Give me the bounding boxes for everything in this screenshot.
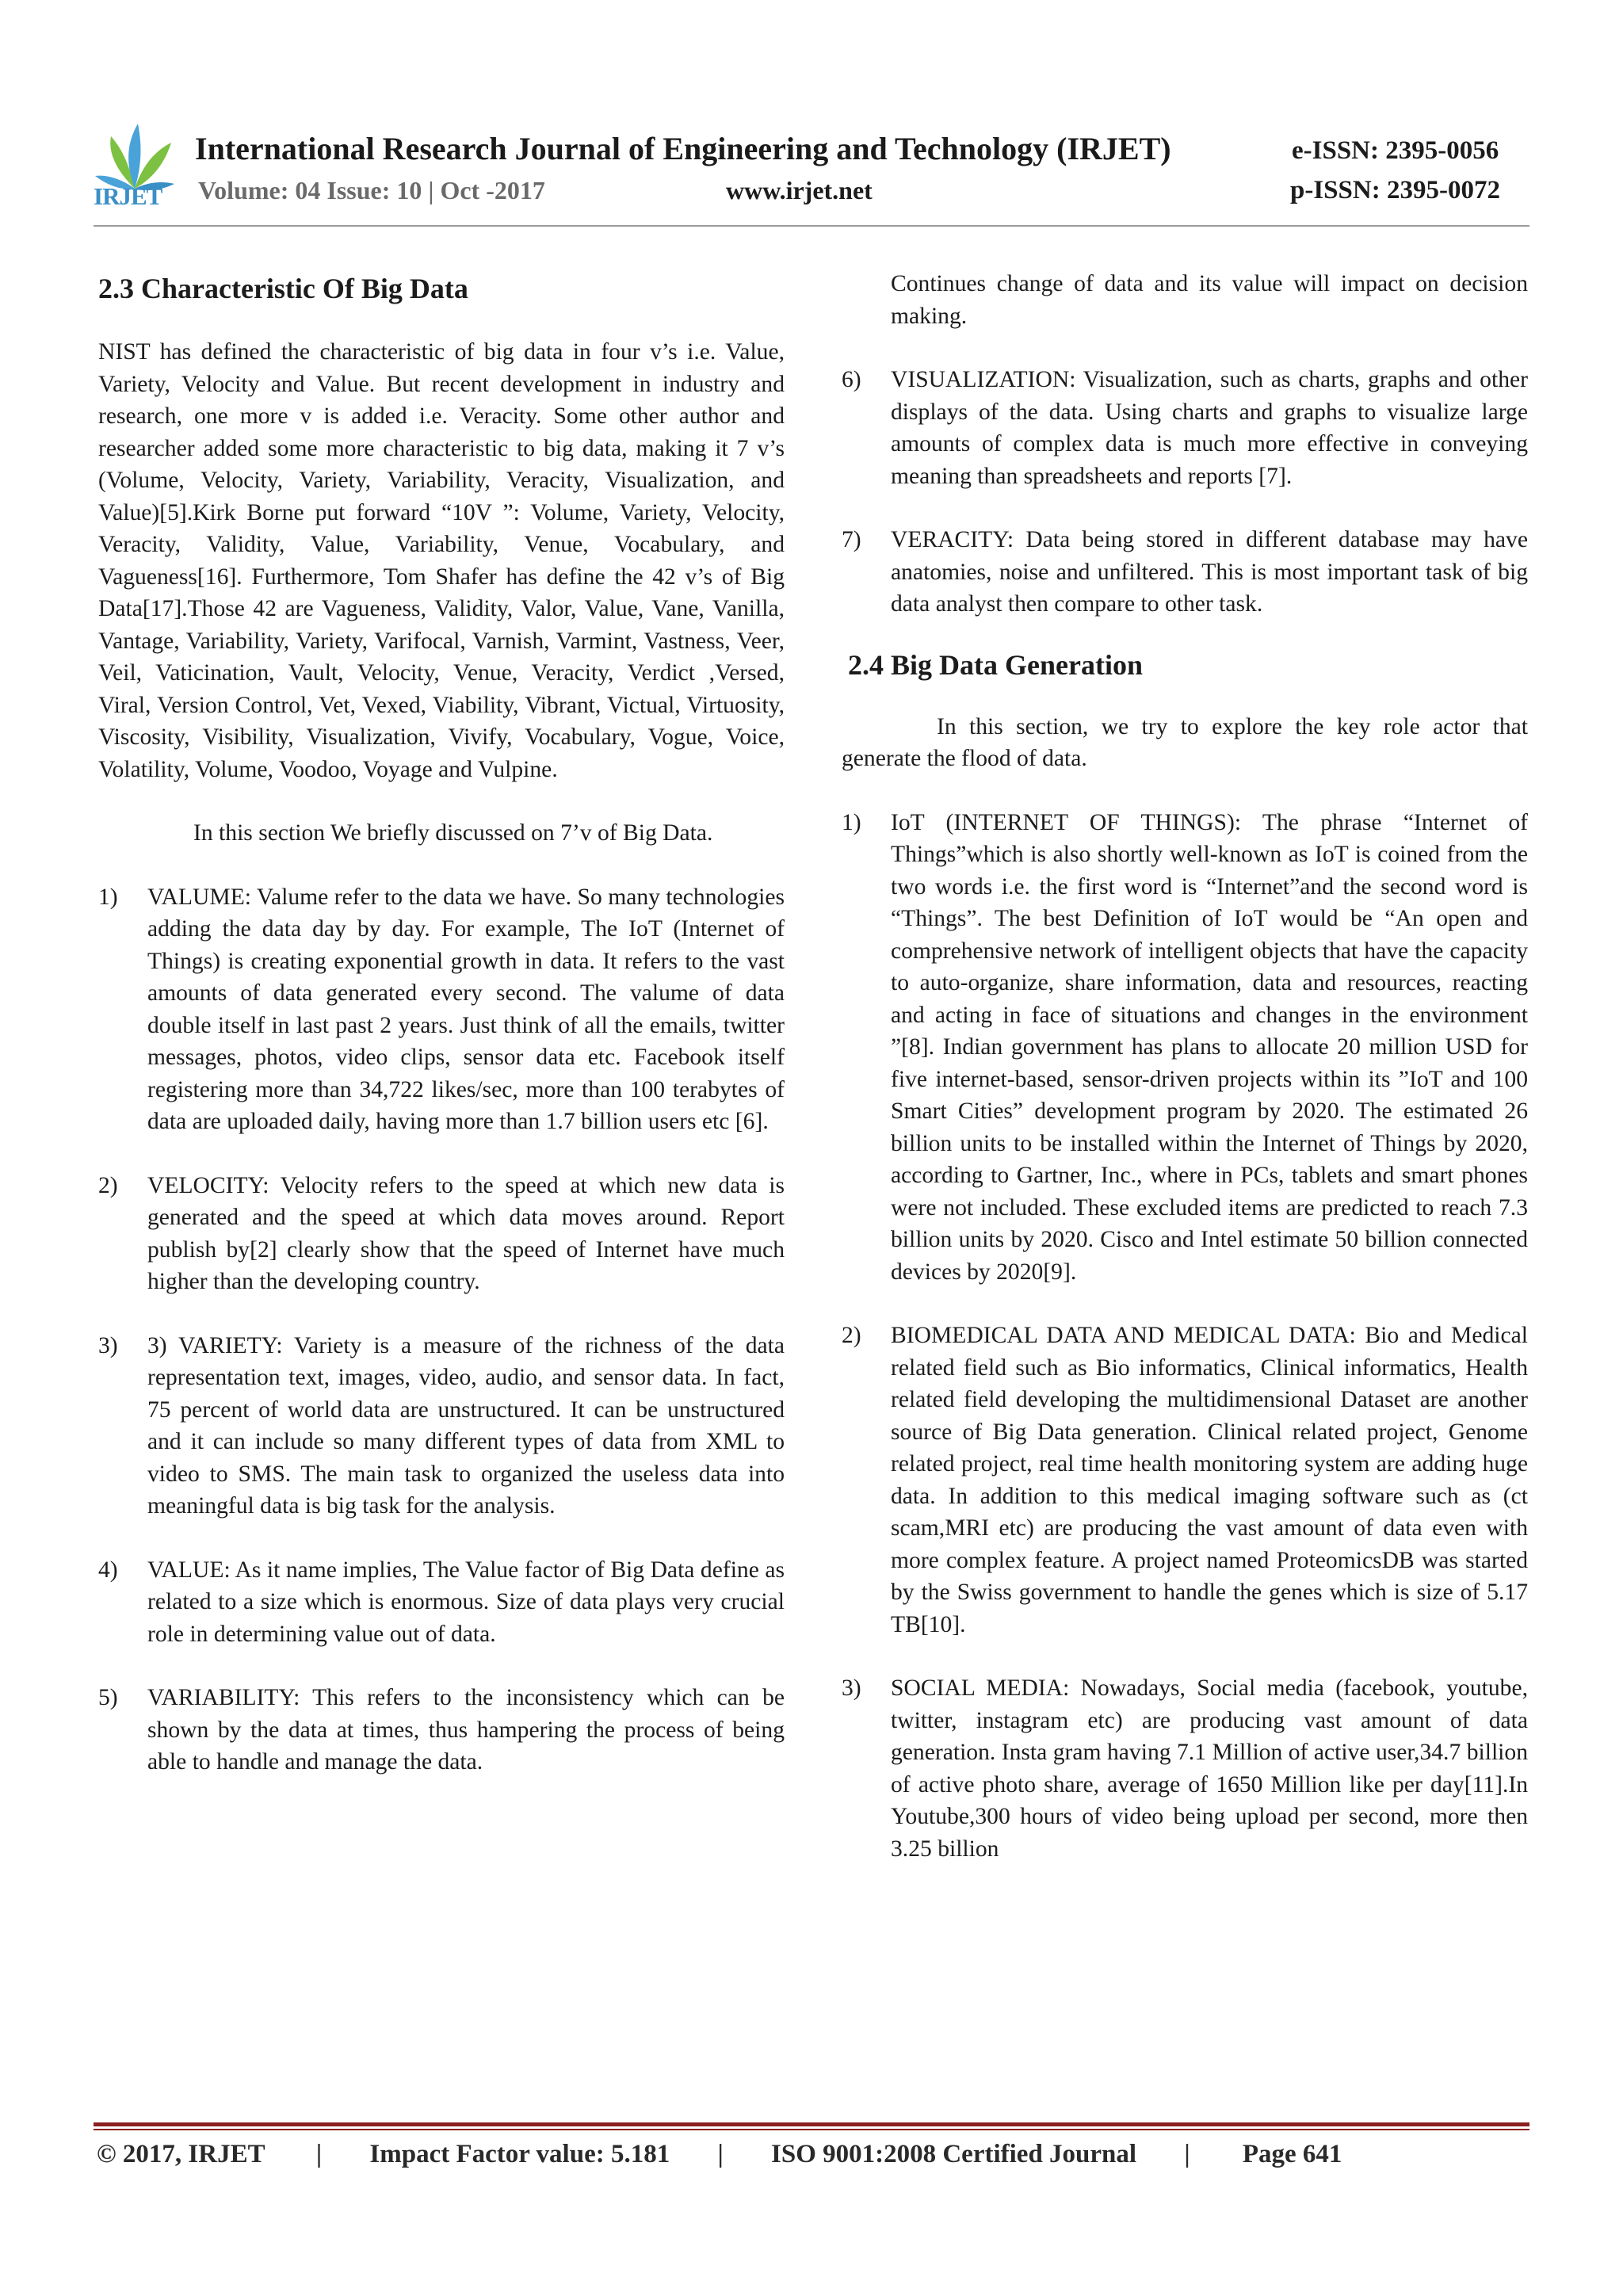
list-item: 1) VALUME: Valume refer to the data we have. So many technologies adding the data day by day. For example, The IoT (Internet of Things) is creating exponential growth in data. It refers to the vast amounts of data generated every second. The valume of data double itself in last past 2 years. Just think of all the emails, twitter messages, photos, video clips, sensor data etc. Facebook itself registering more than 34,722 likes/sec, more than 100 terabytes of data are uploaded daily, having more than 1.7 billion users etc [6]. <box>98 884 785 1134</box>
journal-title: International Research Journal of Engineering and Technology (IRJET) <box>195 131 1171 166</box>
list-item: 6) VISUALIZATION: Visualization, such as charts, graphs and other displays of the data. Using charts and graphs to visualize large amounts of complex data is much more effective in conveying meaning than spreadsheets and reports [7]. <box>842 367 1528 489</box>
list-item-continuation: Continues change of data and its value will impact on decision making. <box>891 271 1528 329</box>
logo-text: IRJET <box>94 182 162 210</box>
list-item: 2) VELOCITY: Velocity refers to the speed at which new data is generated and the speed at which data moves around. Report publish by[2] clearly show that the speed of Internet have much higher than the developing country. <box>98 1172 785 1294</box>
pissn: p-ISSN: 2395-0072 <box>1290 176 1500 204</box>
right-column <box>842 268 1528 1865</box>
footer-divider <box>94 2122 1529 2126</box>
list-item: 1) IoT (INTERNET OF THINGS): The phrase “Internet of Things”which is also shortly well-known as IoT is coined from the two words i.e. the first word is “Internet”and the second word is “Things”. The best Definition of IoT would be “An open and comprehensive network of intelligent objects that have the capacity to auto-organize, share information, data and resources, reacting and acting in face of situations and changes in the environment ”[8]. Indian government has plans to allocate 20 million USD for five internet-based, sensor-driven projects within its ”IoT and 100 Smart Cities” development program by 2020. The estimated 26 billion units to be installed within the Internet of Things by 2020, according to Gartner, Inc., where in PCs, tablets and smart phones were not included. These excluded items are predicted to reach 7.3 billion units by 2020. Cisco and Intel estimate 50 billion connected devices by 2020[9]. <box>842 809 1528 1285</box>
list-item: 5) VARIABILITY: This refers to the inconsistency which can be shown by the data at times, thus hampering the process of being able to handle and manage the data. <box>98 1685 785 1775</box>
v-list <box>98 881 785 1778</box>
footer-copyright: © 2017, IRJET <box>97 2140 265 2168</box>
page-number: Page 641 <box>1242 2140 1342 2168</box>
footer-divider-thin <box>94 2129 1529 2130</box>
website-link[interactable]: www.irjet.net <box>726 176 873 204</box>
paragraph: In this section We briefly discussed on 7’v of Big Data. <box>193 820 713 846</box>
list-item: 3) 3) VARIETY: Variety is a measure of the richness of the data representation text, images, video, audio, and sensor data. In fact, 75 percent of world data are unstructured. It can be unstructured and it can include so many different types of data from XML to video to SMS. The main task to organized the useless data into meaningful data is big task for the analysis. <box>98 1332 785 1519</box>
list-item: 4) VALUE: As it name implies, The Value factor of Big Data define as related to a size which is enormous. Size of data plays very crucial role in determining value out of data. <box>98 1557 785 1647</box>
volume-info: Volume: 04 Issue: 10 | Oct -2017 <box>198 176 545 204</box>
footer-separator: | <box>315 2140 323 2168</box>
footer-iso: ISO 9001:2008 Certified Journal <box>771 2140 1137 2168</box>
footer-separator: | <box>717 2140 724 2168</box>
left-column <box>98 268 785 1778</box>
list-item: 3) SOCIAL MEDIA: Nowadays, Social media (facebook, youtube, twitter, instagram etc) are producing vast amount of data generation. Insta gram having 7.1 Million of active user,34.7 billion of active photo share, average of 1650 Million like per day[11].In Youtube,300 hours of video being upload per second, more then 3.25 billion <box>842 1675 1528 1862</box>
section-heading-2-4: 2.4 Big Data Generation <box>848 648 1143 681</box>
footer-impact-factor: Impact Factor value: 5.181 <box>369 2140 670 2168</box>
footer <box>97 2140 1342 2169</box>
generation-list <box>842 807 1528 1866</box>
header-divider <box>94 225 1529 227</box>
eissn: e-ISSN: 2395-0056 <box>1292 136 1499 165</box>
v-list-continued <box>842 268 1528 621</box>
footer-separator: | <box>1184 2140 1190 2168</box>
list-item: 7) VERACITY: Data being stored in different database may have anatomies, noise and unfiltered. This is most important task of big data analyst then compare to other task. <box>842 527 1528 617</box>
section-heading-2-3: 2.3 Characteristic Of Big Data <box>98 273 468 304</box>
paragraph: In this section, we try to explore the key role actor that generate the flood of data. <box>842 713 1528 771</box>
paragraph: NIST has defined the characteristic of big data in four v’s i.e. Value, Variety, Velocity and Value. But recent development in industry and research, one more v is added i.e. Veracity. Some other author and researcher added some more characteristic to big data, making it 7 v’s (Volume, Velocity, Variety, Variability, Veracity, Visualization, and Value)[5].Kirk Borne put forward “10V ”: Volume, Variety, Velocity, Veracity, Validity, Value, Variability, Venue, Vocabulary, and Vagueness[16]. Furthermore, Tom Shafer has define the 42 v’s of Big Data[17].Those 42 are Vagueness, Validity, Valor, Value, Vane, Vanilla, Vantage, Variability, Variety, Varifocal, Varnish, Varmint, Vastness, Veer, Veil, Vaticination, Vault, Velocity, Venue, Veracity, Verdict ,Versed, Viral, Version Control, Vet, Vexed, Viability, Vibrant, Victual, Virtuosity, Viscosity, Visibility, Visualization, Vivify, Vocabulary, Vogue, Voice, Volatility, Volume, Voodoo, Voyage and Vulpine. <box>98 339 785 782</box>
list-item: 2) BIOMEDICAL DATA AND MEDICAL DATA: Bio and Medical related field such as Bio informatics, Clinical informatics, Health related field developing the multidimensional Dataset are another source of Big Data generation. Clinical related project, Genome related project, real time health monitoring system are adding huge data. In addition to this medical imaging software such as (ct scam,MRI etc) are producing the vast amount of data even with more complex feature. A project named ProteomicsDB was started by the Swiss government to handle the genes which is size of 5.17 TB[10]. <box>842 1323 1528 1637</box>
